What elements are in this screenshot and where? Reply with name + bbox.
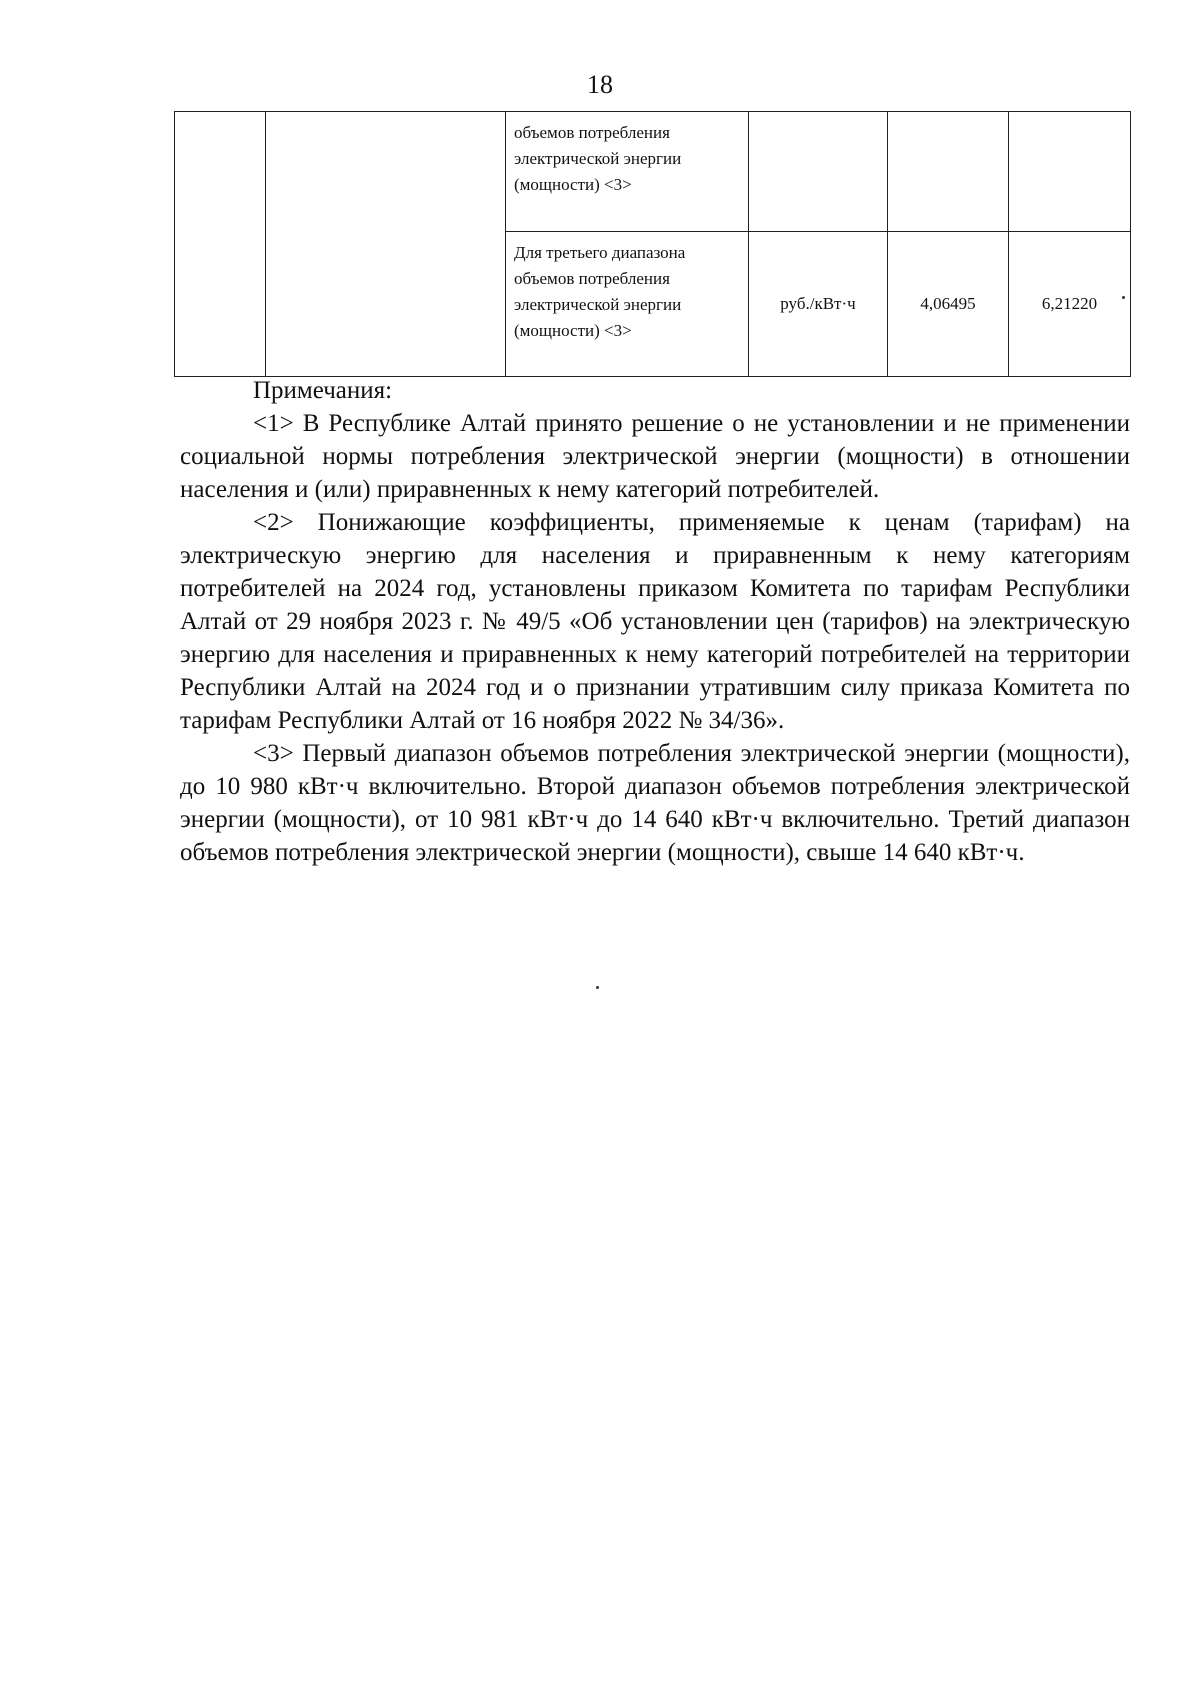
table-cell-empty [175,112,266,377]
description-line: электрической энергии [514,295,682,314]
table-row [175,112,1131,232]
table-cell-empty [266,112,506,377]
table-cell-value: 4,06495 [888,232,1009,377]
page-number: 18 [587,70,613,99]
note-3: <3> Первый диапазон объемов потребления электрической энергии (мощности), до 10 980 кВт·ч включительно. Второй диапазон объемов потребления электрической энергии (мощности), от 10 981 кВт·ч до 14 640 кВт·ч включительно. Третий диапазон объемов потребления электрической энергии (мощности), свыше 14 640 кВт·ч. [180,740,1130,866]
table-cell-value: 6,21220 [1009,232,1131,377]
notes-title: Примечания: [253,377,393,404]
tariff-table [174,111,1131,377]
table-cell-empty [1009,112,1131,232]
table-cell-description [506,112,749,232]
table-cell-description [506,232,749,377]
scan-speck [1122,296,1125,299]
table-cell-unit: руб./кВт·ч [749,232,888,377]
description-line: (мощности) <3> [514,321,632,340]
description-line: электрической энергии [514,149,682,168]
notes-section [180,374,1130,869]
description-line: объемов потребления [514,269,670,288]
table-cell-empty [749,112,888,232]
description-line: объемов потребления [514,123,670,142]
table-cell-empty [888,112,1009,232]
description-line: Для третьего диапазона [514,243,686,262]
note-2: <2> Понижающие коэффициенты, применяемые к ценам (тарифам) на электрическую энергию для населения и приравненным к нему категориям потребителей на 2024 год, установлены приказом Комитета по тарифам Республики Алтай от 29 ноября 2023 г. № 49/5 «Об установлении цен (тарифов) на электрическую энергию для населения и приравненных к нему категорий потребителей на территории Республики Алтай на 2024 год и о признании утратившим силу приказа Комитета по тарифам Республики Алтай от 16 ноября 2022 № 34/36». [180,509,1130,734]
description-line: (мощности) <3> [514,175,632,194]
scan-speck [596,986,599,989]
note-1: <1> В Республике Алтай принято решение о не установлении и не применении социальной нормы потребления электрической энергии (мощности) в отношении населения и (или) приравненных к нему категорий потребителей. [180,410,1130,503]
